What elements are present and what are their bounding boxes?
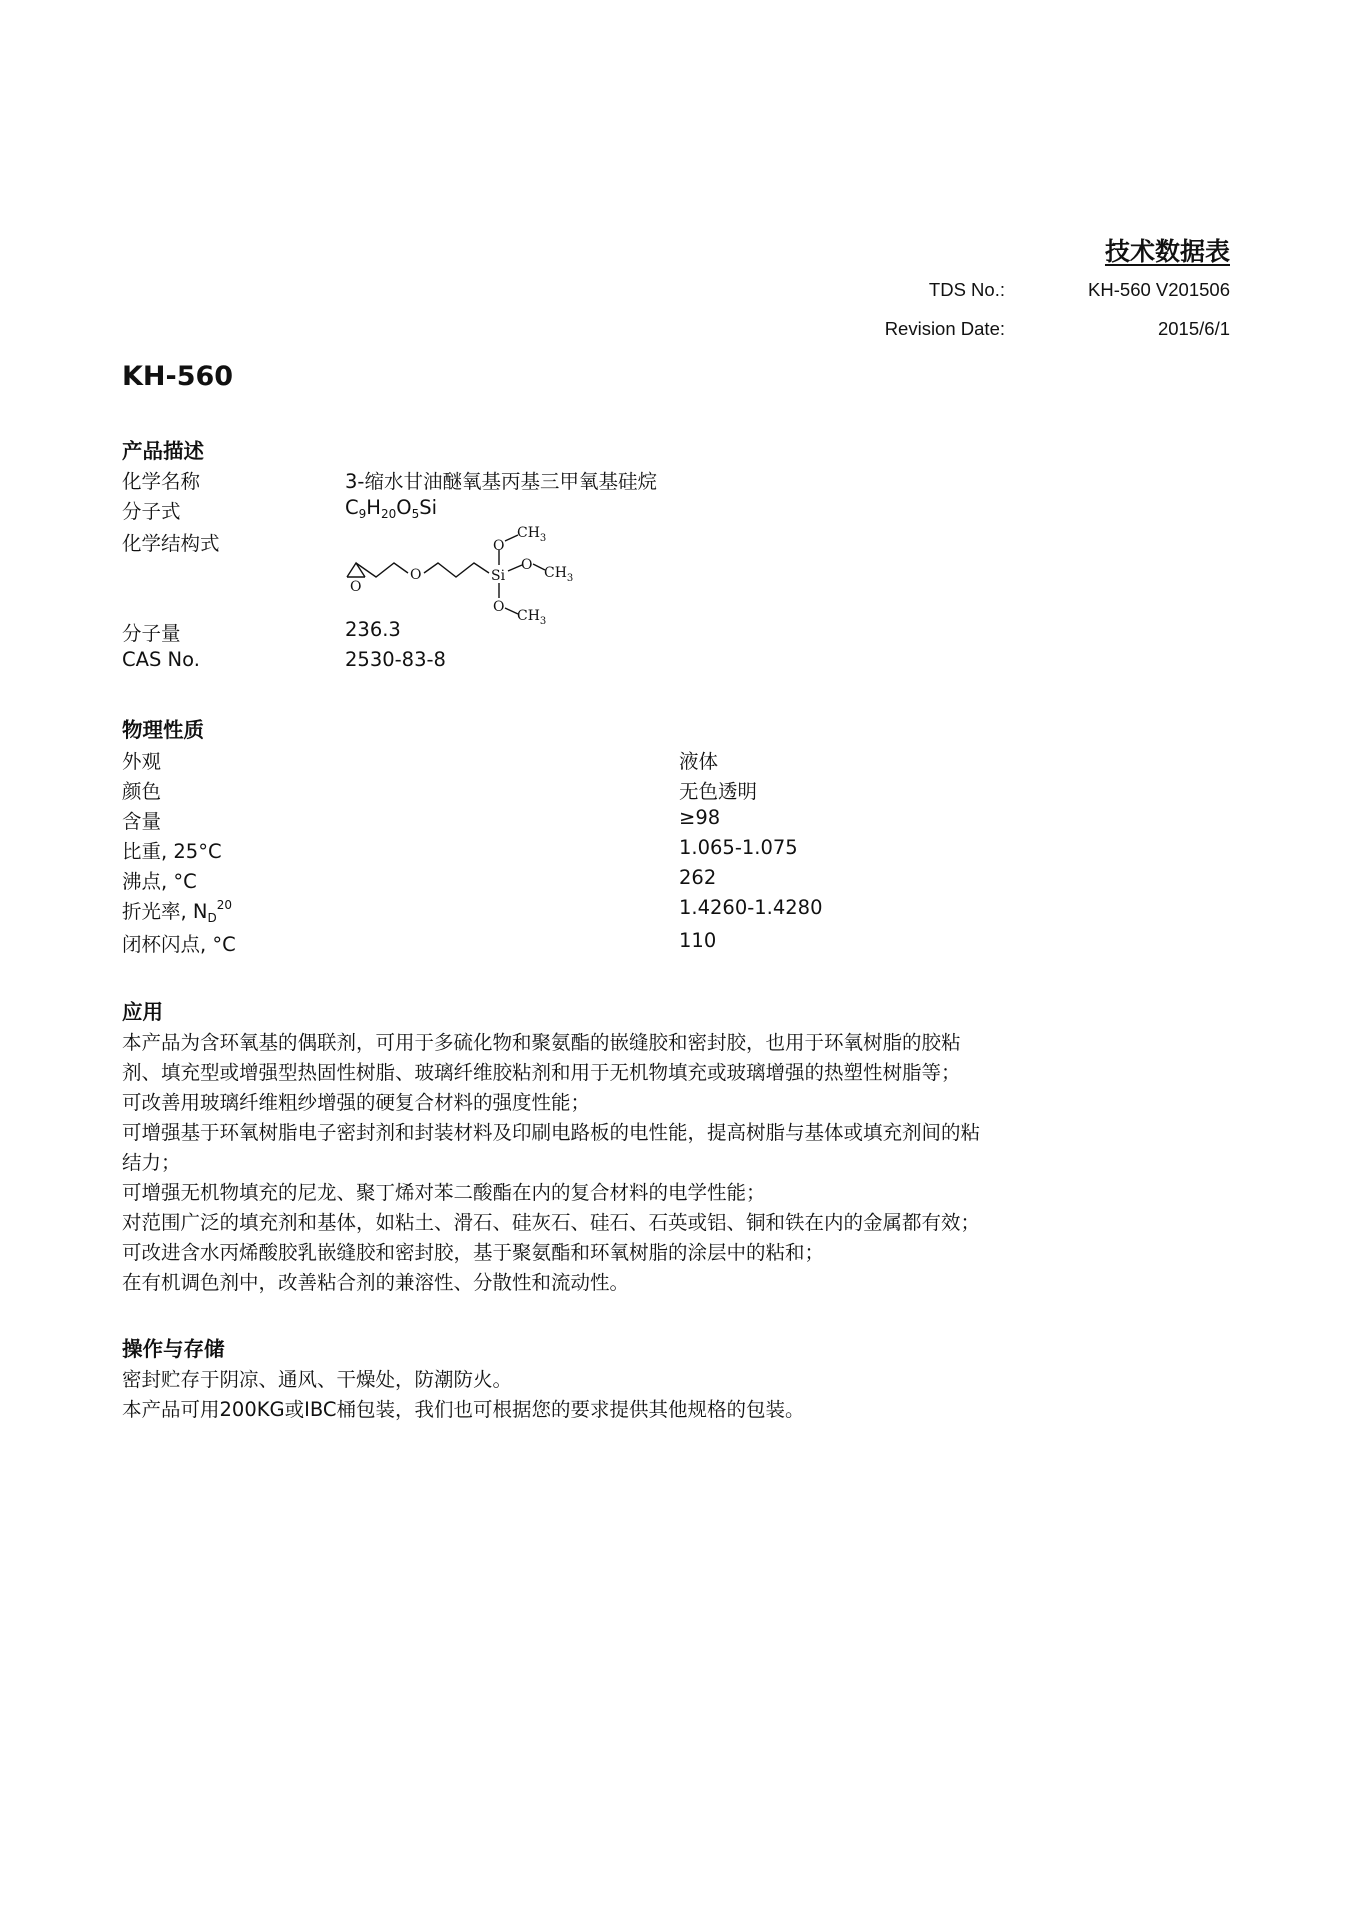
molecular-weight-value: 236.3 [345,618,401,641]
property-label-appearance: 外观 [122,750,162,773]
storage-line: 本产品可用200KG或IBC桶包装，我们也可根据您的要求提供其他规格的包装。 [122,1398,805,1421]
cas-label: CAS No. [122,648,200,671]
application-line: 结力； [122,1151,181,1174]
property-label-color: 颜色 [122,780,162,803]
revision-date-value: 2015/6/1 [1157,318,1230,339]
methyl-right: $CH_3$ [544,565,574,584]
section-title-application: 应用 [122,1000,163,1024]
property-value-content: ≥98 [679,806,721,829]
methyl-top: $CH_3$ [517,525,547,544]
methoxy-oxygen-top: O [493,538,505,554]
epoxide-oxygen: O [350,579,362,595]
chemical-name-label: 化学名称 [122,470,201,493]
formula-label: 分子式 [122,500,181,523]
revision-date-label: Revision Date: [884,318,1005,339]
property-label-flash-point: 闭杯闪点, °C [122,933,236,956]
ether-oxygen: O [410,567,422,583]
storage-line: 密封贮存于阴凉、通风、干燥处，防潮防火。 [122,1368,513,1391]
section-title-physical: 物理性质 [122,718,204,742]
chemical-name-value: 3-缩水甘油醚氧基丙基三甲氧基硅烷 [345,470,657,493]
application-line: 可改进含水丙烯酸胶乳嵌缝胶和密封胶，基于聚氨酯和环氧树脂的涂层中的粘和； [122,1241,825,1264]
property-label-specific-gravity: 比重, 25°C [122,840,222,863]
methoxy-oxygen-right: O [521,557,533,573]
formula-value: $C_9H_{20}O_5Si$ [345,496,438,521]
chemical-structure-diagram [340,525,590,625]
application-line: 本产品为含环氧基的偶联剂，可用于多硫化物和聚氨酯的嵌缝胶和密封胶，也用于环氧树脂的胶粘 [122,1031,961,1054]
property-label-content: 含量 [122,810,162,833]
structure-label: 化学结构式 [122,532,220,555]
application-line: 可增强基于环氧树脂电子密封剂和封装材料及印刷电路板的电性能，提高树脂与基体或填充剂间的粘 [122,1121,981,1144]
application-line: 可增强无机物填充的尼龙、聚丁烯对苯二酸酯在内的复合材料的电学性能； [122,1181,766,1204]
application-line: 在有机调色剂中，改善粘合剂的兼溶性、分散性和流动性。 [122,1271,630,1294]
property-label-boiling-point: 沸点, °C [122,870,197,893]
document-title: 技术数据表 [1104,237,1230,266]
application-line: 剂、填充型或增强型热固性树脂、玻璃纤维胶粘剂和用于无机物填充或玻璃增强的热塑性树脂等； [122,1061,961,1084]
section-title-storage: 操作与存储 [122,1337,225,1361]
property-value-color: 无色透明 [679,780,758,803]
molecular-weight-label: 分子量 [122,622,181,645]
property-value-boiling-point: 262 [679,866,717,889]
tds-value: KH-560 V201506 [1088,279,1230,300]
product-name: KH-560 [122,361,234,392]
methyl-bottom: $CH_3$ [517,608,547,625]
property-label-refractive-index: 折光率, $N_D^{20}$ [122,898,233,925]
application-line: 可改善用玻璃纤维粗纱增强的硬复合材料的强度性能； [122,1091,591,1114]
silicon-atom: Si [491,568,506,584]
application-line: 对范围广泛的填充剂和基体，如粘土、滑石、硅灰石、硅石、石英或铝、铜和铁在内的金属都有效； [122,1211,981,1234]
section-title-description: 产品描述 [122,439,204,463]
property-value-appearance: 液体 [679,750,719,773]
tds-label: TDS No.: [928,279,1005,300]
property-value-specific-gravity: 1.065-1.075 [679,836,798,859]
property-value-refractive-index: 1.4260-1.4280 [679,896,823,919]
methoxy-oxygen-bottom: O [493,599,505,615]
cas-value: 2530-83-8 [345,648,446,671]
property-value-flash-point: 110 [679,929,717,952]
